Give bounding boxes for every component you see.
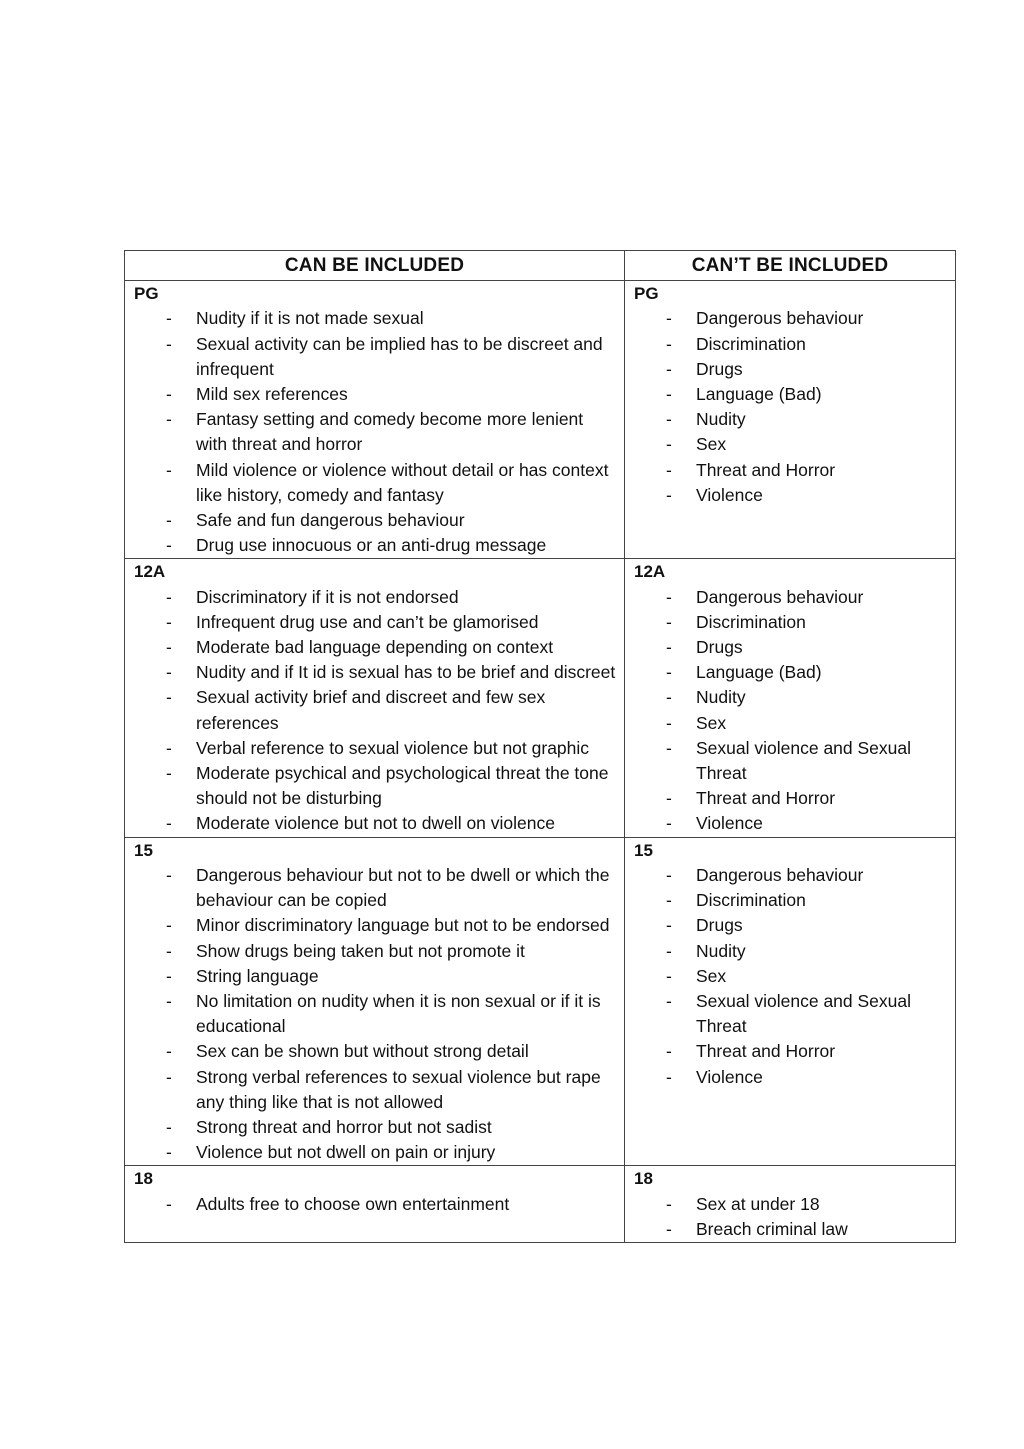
- dash-bullet: -: [166, 611, 172, 632]
- rating-label: 12A: [134, 562, 166, 582]
- dash-bullet: -: [166, 1142, 172, 1163]
- list-item: [125, 585, 624, 610]
- list-item: [625, 1217, 955, 1242]
- list-item-text: Strong verbal references to sexual violence but rape any thing like that is not allowed: [196, 1066, 601, 1112]
- list-item-text: Dangerous behaviour: [696, 586, 864, 607]
- list-item: [125, 610, 624, 635]
- list-item: [125, 736, 624, 761]
- list-item-text: Breach criminal law: [696, 1218, 848, 1239]
- cant-include-cell: [625, 559, 956, 837]
- dash-bullet: -: [166, 1041, 172, 1062]
- list-item: [625, 786, 955, 811]
- rating-label: 15: [134, 840, 153, 860]
- can-include-cell: [125, 281, 625, 559]
- list-item: [625, 1039, 955, 1064]
- dash-bullet: -: [666, 813, 672, 834]
- list-item: [625, 736, 955, 786]
- list-item-text: Minor discriminatory language but not to be endorsed: [196, 915, 610, 936]
- dash-bullet: -: [166, 687, 172, 708]
- list-item: [125, 863, 624, 913]
- allowed-list: [125, 306, 624, 558]
- dash-bullet: -: [666, 409, 672, 430]
- dash-bullet: -: [666, 737, 672, 758]
- list-item: [625, 407, 955, 432]
- disallowed-list: [625, 585, 955, 837]
- list-item: [125, 306, 624, 331]
- list-item-text: Discrimination: [696, 611, 806, 632]
- can-be-included-header: CAN BE INCLUDED: [125, 251, 625, 281]
- list-item-text: Sex: [696, 712, 727, 733]
- dash-bullet: -: [666, 484, 672, 505]
- dash-bullet: -: [666, 915, 672, 936]
- list-item-text: Sexual activity brief and discreet and few sex references: [196, 687, 546, 733]
- list-item-text: Nudity: [696, 409, 746, 430]
- list-item-text: Moderate bad language depending on context: [196, 637, 554, 658]
- list-item-text: Verbal reference to sexual violence but not graphic: [196, 737, 590, 758]
- dash-bullet: -: [666, 864, 672, 885]
- classification-table: [124, 250, 956, 1243]
- list-item: [625, 888, 955, 913]
- dash-bullet: -: [666, 434, 672, 455]
- disallowed-list: [625, 1192, 955, 1242]
- list-item-text: Drugs: [696, 915, 743, 936]
- list-item-text: String language: [196, 965, 319, 986]
- list-item: [625, 1192, 955, 1217]
- list-item: [625, 989, 955, 1039]
- list-item: [125, 407, 624, 457]
- list-item: [625, 610, 955, 635]
- list-item: [125, 939, 624, 964]
- dash-bullet: -: [166, 509, 172, 530]
- dash-bullet: -: [166, 915, 172, 936]
- cant-be-included-header: CAN’T BE INCLUDED: [625, 251, 956, 281]
- list-item-text: Threat and Horror: [696, 459, 836, 480]
- list-item: [125, 382, 624, 407]
- dash-bullet: -: [666, 1193, 672, 1214]
- list-item-text: Nudity if it is not made sexual: [196, 308, 424, 329]
- list-item: [625, 432, 955, 457]
- list-item-text: Threat and Horror: [696, 1041, 836, 1062]
- list-item: [625, 711, 955, 736]
- rating-row: [125, 1166, 956, 1243]
- list-item-text: Sexual activity can be implied has to be discreet and infrequent: [196, 333, 603, 379]
- rating-label: 18: [134, 1169, 153, 1189]
- list-item: [125, 1140, 624, 1165]
- list-item: [625, 635, 955, 660]
- can-include-cell: [125, 837, 625, 1166]
- dash-bullet: -: [166, 737, 172, 758]
- list-item-text: Strong threat and horror but not sadist: [196, 1116, 492, 1137]
- can-include-cell: [125, 559, 625, 837]
- list-item-text: Moderate violence but not to dwell on violence: [196, 813, 555, 834]
- rating-label: PG: [634, 284, 659, 303]
- dash-bullet: -: [166, 409, 172, 430]
- rating-row: [125, 837, 956, 1166]
- list-item: [625, 382, 955, 407]
- list-item: [125, 811, 624, 836]
- can-include-cell: [125, 1166, 625, 1243]
- list-item-text: Language (Bad): [696, 662, 822, 683]
- dash-bullet: -: [166, 586, 172, 607]
- list-item-text: Dangerous behaviour: [696, 864, 864, 885]
- list-item: [625, 863, 955, 888]
- list-item: [625, 913, 955, 938]
- dash-bullet: -: [666, 611, 672, 632]
- dash-bullet: -: [666, 1218, 672, 1239]
- dash-bullet: -: [166, 459, 172, 480]
- dash-bullet: -: [166, 990, 172, 1011]
- list-item-text: Dangerous behaviour: [696, 308, 864, 329]
- list-item-text: Threat and Horror: [696, 788, 836, 809]
- rating-label: 18: [634, 1169, 653, 1189]
- list-item-text: Sexual violence and Sexual Threat: [696, 737, 912, 784]
- dash-bullet: -: [166, 864, 172, 885]
- dash-bullet: -: [166, 1066, 172, 1087]
- list-item: [125, 533, 624, 558]
- dash-bullet: -: [666, 1066, 672, 1087]
- dash-bullet: -: [666, 990, 672, 1011]
- dash-bullet: -: [666, 358, 672, 379]
- dash-bullet: -: [666, 788, 672, 809]
- list-item-text: Nudity: [696, 940, 746, 961]
- list-item-text: Drugs: [696, 637, 743, 658]
- dash-bullet: -: [666, 687, 672, 708]
- list-item: [125, 761, 624, 811]
- table-body: [125, 281, 956, 1243]
- list-item-text: Fantasy setting and comedy become more lenient with threat and horror: [196, 409, 584, 455]
- list-item-text: Sex: [696, 965, 727, 986]
- list-item: [125, 913, 624, 938]
- list-item: [625, 1065, 955, 1090]
- list-item-text: Infrequent drug use and can’t be glamorised: [196, 611, 539, 632]
- list-item-text: Language (Bad): [696, 383, 822, 404]
- dash-bullet: -: [666, 890, 672, 911]
- rating-label: 15: [634, 840, 653, 860]
- list-item-text: Discrimination: [696, 890, 806, 911]
- list-item-text: Violence: [696, 813, 763, 834]
- dash-bullet: -: [666, 333, 672, 354]
- list-item: [125, 458, 624, 508]
- list-item-text: Discriminatory if it is not endorsed: [196, 586, 459, 607]
- list-item: [625, 939, 955, 964]
- header-row: [125, 251, 956, 281]
- allowed-list: [125, 585, 624, 837]
- list-item: [125, 685, 624, 735]
- dash-bullet: -: [666, 1041, 672, 1062]
- dash-bullet: -: [666, 459, 672, 480]
- dash-bullet: -: [666, 940, 672, 961]
- dash-bullet: -: [166, 1193, 172, 1214]
- list-item: [625, 357, 955, 382]
- dash-bullet: -: [166, 637, 172, 658]
- list-item-text: Sex can be shown but without strong detail: [196, 1041, 529, 1062]
- dash-bullet: -: [666, 383, 672, 404]
- dash-bullet: -: [166, 965, 172, 986]
- dash-bullet: -: [666, 712, 672, 733]
- list-item-text: Mild violence or violence without detail or has context like history, comedy and fantasy: [196, 459, 609, 505]
- list-item: [625, 660, 955, 685]
- list-item: [125, 1192, 624, 1217]
- list-item-text: Moderate psychical and psychological threat the tone should not be disturbing: [196, 763, 609, 809]
- dash-bullet: -: [166, 383, 172, 404]
- allowed-list: [125, 863, 624, 1165]
- list-item-text: Nudity: [696, 687, 746, 708]
- list-item: [125, 964, 624, 989]
- dash-bullet: -: [166, 333, 172, 354]
- list-item-text: Sexual violence and Sexual Threat: [696, 990, 912, 1037]
- list-item: [625, 811, 955, 836]
- list-item: [125, 989, 624, 1039]
- dash-bullet: -: [166, 662, 172, 683]
- list-item-text: Drugs: [696, 358, 743, 379]
- cant-include-cell: [625, 837, 956, 1166]
- dash-bullet: -: [166, 813, 172, 834]
- dash-bullet: -: [166, 763, 172, 784]
- dash-bullet: -: [166, 308, 172, 329]
- rating-label: PG: [134, 284, 159, 303]
- dash-bullet: -: [166, 940, 172, 961]
- list-item: [625, 585, 955, 610]
- list-item: [625, 306, 955, 331]
- list-item: [125, 635, 624, 660]
- list-item-text: Mild sex references: [196, 383, 348, 404]
- list-item: [625, 685, 955, 710]
- dash-bullet: -: [666, 662, 672, 683]
- dash-bullet: -: [666, 965, 672, 986]
- list-item: [125, 1065, 624, 1115]
- list-item-text: Nudity and if It id is sexual has to be brief and discreet: [196, 662, 616, 683]
- list-item-text: Safe and fun dangerous behaviour: [196, 509, 465, 530]
- disallowed-list: [625, 863, 955, 1090]
- list-item-text: Drug use innocuous or an anti-drug message: [196, 535, 547, 556]
- list-item: [625, 332, 955, 357]
- list-item-text: Dangerous behaviour but not to be dwell or which the behaviour can be copied: [196, 864, 610, 911]
- dash-bullet: -: [166, 535, 172, 556]
- list-item: [125, 332, 624, 382]
- dash-bullet: -: [666, 586, 672, 607]
- list-item: [125, 660, 624, 685]
- dash-bullet: -: [666, 308, 672, 329]
- list-item-text: Sex at under 18: [696, 1193, 820, 1214]
- list-item-text: Violence but not dwell on pain or injury: [196, 1142, 496, 1163]
- list-item-text: No limitation on nudity when it is non sexual or if it is educational: [196, 990, 601, 1037]
- list-item: [625, 964, 955, 989]
- list-item: [625, 458, 955, 483]
- list-item: [125, 508, 624, 533]
- list-item-text: Show drugs being taken but not promote it: [196, 940, 525, 961]
- list-item: [125, 1039, 624, 1064]
- list-item: [125, 1115, 624, 1140]
- rating-row: [125, 559, 956, 837]
- list-item-text: Discrimination: [696, 333, 806, 354]
- list-item-text: Violence: [696, 484, 763, 505]
- dash-bullet: -: [166, 1116, 172, 1137]
- list-item-text: Violence: [696, 1066, 763, 1087]
- cant-include-cell: [625, 1166, 956, 1243]
- rating-label: 12A: [634, 562, 666, 582]
- allowed-list: [125, 1192, 624, 1217]
- dash-bullet: -: [666, 637, 672, 658]
- cant-include-cell: [625, 281, 956, 559]
- list-item: [625, 483, 955, 508]
- rating-row: [125, 281, 956, 559]
- list-item-text: Adults free to choose own entertainment: [196, 1193, 510, 1214]
- disallowed-list: [625, 306, 955, 508]
- list-item-text: Sex: [696, 434, 727, 455]
